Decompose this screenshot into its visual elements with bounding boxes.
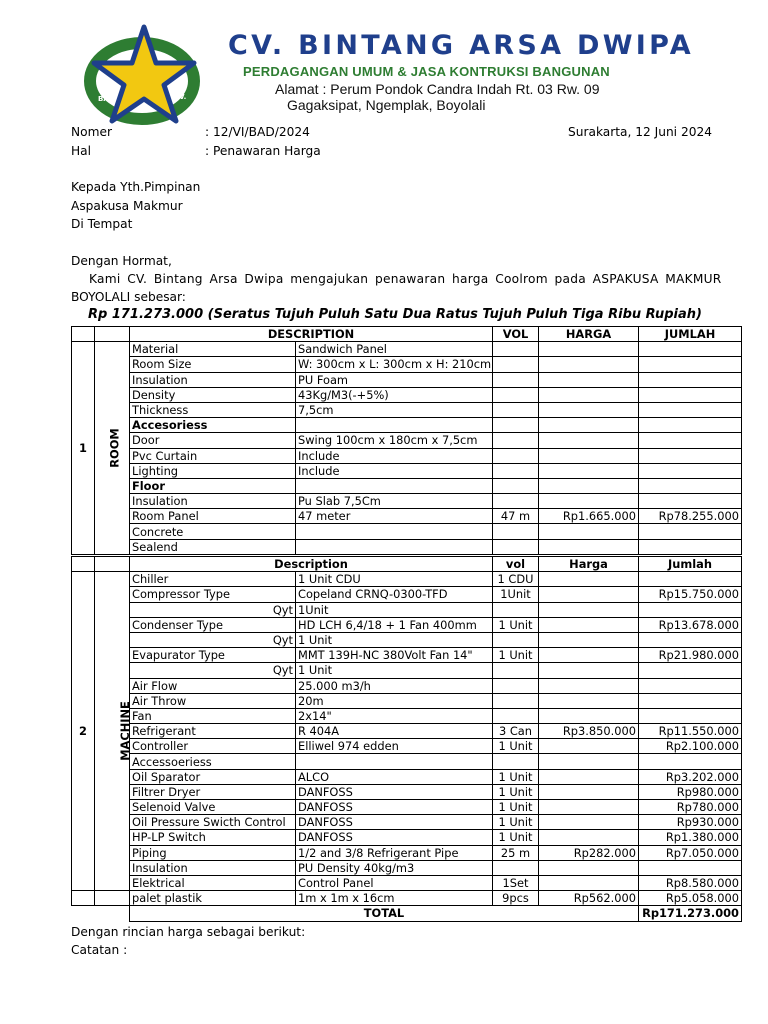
item-cell: Oil Pressure Swicth Control <box>130 815 296 830</box>
spec-cell: DANFOSS <box>296 784 493 799</box>
table-row <box>72 617 742 632</box>
extra-no-cell <box>72 891 95 906</box>
jumlah-cell: Rp780.000 <box>639 800 742 815</box>
spec-cell <box>296 754 493 769</box>
item-cell: Room Panel <box>130 509 296 524</box>
table-row <box>72 739 742 754</box>
company-address-line2: Gagaksipat, Ngemplak, Boyolali <box>287 97 486 113</box>
spec-cell: Pu Slab 7,5Cm <box>296 494 493 509</box>
spec-cell: DANFOSS <box>296 815 493 830</box>
harga-cell: Rp562.000 <box>539 891 639 906</box>
jumlah-cell: Rp13.678.000 <box>639 617 742 632</box>
greeting: Dengan Hormat, <box>71 254 172 268</box>
jumlah-cell: Rp5.058.000 <box>639 891 742 906</box>
machine-header-harga: Harga <box>539 557 639 572</box>
harga-cell <box>539 572 639 587</box>
jumlah-cell <box>639 678 742 693</box>
recipient-line3: Di Tempat <box>71 217 133 231</box>
vol-cell <box>493 463 539 478</box>
room-no-header <box>72 327 95 342</box>
vol-cell: 1 Unit <box>493 784 539 799</box>
harga-cell <box>539 648 639 663</box>
spec-cell: Control Panel <box>296 875 493 890</box>
jumlah-cell: Rp1.380.000 <box>639 830 742 845</box>
harga-cell: Rp1.665.000 <box>539 509 639 524</box>
vol-cell: 1 Unit <box>493 815 539 830</box>
vol-cell: 1 Unit <box>493 648 539 663</box>
item-cell: Refrigerant <box>130 724 296 739</box>
machine-section-label <box>95 572 130 891</box>
jumlah-cell: Rp78.255.000 <box>639 509 742 524</box>
item-cell: palet plastik <box>130 891 296 906</box>
item-cell: Filtrer Dryer <box>130 784 296 799</box>
vol-cell: 9pcs <box>493 891 539 906</box>
jumlah-cell <box>639 693 742 708</box>
table-row <box>72 418 742 433</box>
table-row <box>72 433 742 448</box>
spec-cell: Sandwich Panel <box>296 342 493 357</box>
total-row <box>72 906 742 921</box>
spec-cell: HD LCH 6,4/18 + 1 Fan 400mm <box>296 617 493 632</box>
item-cell: Fan <box>130 708 296 723</box>
item-cell: Oil Sparator <box>130 769 296 784</box>
harga-cell <box>539 617 639 632</box>
room-header-jumlah: JUMLAH <box>639 327 742 342</box>
item-cell: Selenoid Valve <box>130 800 296 815</box>
spec-cell: 1 Unit CDU <box>296 572 493 587</box>
harga-cell <box>539 539 639 554</box>
jumlah-cell <box>639 663 742 678</box>
room-header-vol: VOL <box>493 327 539 342</box>
vol-cell <box>493 402 539 417</box>
table-row <box>72 830 742 845</box>
harga-cell <box>539 494 639 509</box>
table-row <box>72 463 742 478</box>
machine-header-jumlah: Jumlah <box>639 557 742 572</box>
spec-cell: Swing 100cm x 180cm x 7,5cm <box>296 433 493 448</box>
spec-cell: PU Density 40kg/m3 <box>296 860 493 875</box>
spec-cell: 1 Unit <box>296 632 493 647</box>
vol-cell <box>493 678 539 693</box>
spec-cell: 20m <box>296 693 493 708</box>
vol-cell <box>493 342 539 357</box>
machine-number: 2 <box>72 572 95 891</box>
closing-text: Dengan rincian harga sebagai berikut: <box>71 925 306 939</box>
jumlah-cell <box>639 387 742 402</box>
jumlah-cell <box>639 632 742 647</box>
spec-cell <box>296 418 493 433</box>
item-cell: Floor <box>130 478 296 493</box>
item-cell: Lighting <box>130 463 296 478</box>
spec-cell: R 404A <box>296 724 493 739</box>
jumlah-cell: Rp3.202.000 <box>639 769 742 784</box>
jumlah-cell <box>639 418 742 433</box>
machine-header-vol: vol <box>493 557 539 572</box>
spec-cell: W: 300cm x L: 300cm x H: 210cm <box>296 357 493 372</box>
spec-cell: Copeland CRNQ-0300-TFD <box>296 587 493 602</box>
vol-cell <box>493 494 539 509</box>
vol-cell: 1 Unit <box>493 617 539 632</box>
machine-header-description: Description <box>130 557 493 572</box>
table-row <box>72 663 742 678</box>
jumlah-cell <box>639 860 742 875</box>
harga-cell <box>539 463 639 478</box>
item-cell: Evapurator Type <box>130 648 296 663</box>
spec-cell: 1m x 1m x 16cm <box>296 891 493 906</box>
item-cell: Controller <box>130 739 296 754</box>
table-row <box>72 372 742 387</box>
offer-amount: Rp 171.273.000 (Seratus Tujuh Puluh Satu Dua Ratus Tujuh Puluh Tiga Ribu Rupiah) <box>88 307 702 322</box>
item-cell: Qyt <box>130 663 296 678</box>
harga-cell <box>539 875 639 890</box>
vol-cell <box>493 632 539 647</box>
vol-cell <box>493 663 539 678</box>
vol-cell <box>493 754 539 769</box>
vol-cell <box>493 387 539 402</box>
vol-cell <box>493 433 539 448</box>
table-row <box>72 815 742 830</box>
table-row <box>72 509 742 524</box>
extra-label-cell <box>95 891 130 906</box>
item-cell: Door <box>130 433 296 448</box>
jumlah-cell <box>639 539 742 554</box>
machine-no-header <box>72 557 95 572</box>
spec-cell: Elliwel 974 edden <box>296 739 493 754</box>
item-cell: Sealend <box>130 539 296 554</box>
vol-cell: 47 m <box>493 509 539 524</box>
total-blank-2 <box>95 906 130 921</box>
spec-cell: 2x14" <box>296 708 493 723</box>
room-header-description: DESCRIPTION <box>130 327 493 342</box>
harga-cell: Rp3.850.000 <box>539 724 639 739</box>
item-cell: Compressor Type <box>130 587 296 602</box>
spec-cell: DANFOSS <box>296 830 493 845</box>
harga-cell <box>539 784 639 799</box>
spec-cell: ALCO <box>296 769 493 784</box>
table-row-extra <box>72 891 742 906</box>
jumlah-cell <box>639 494 742 509</box>
table-row <box>72 572 742 587</box>
item-cell: Material <box>130 342 296 357</box>
room-header-row <box>72 327 742 342</box>
hal-value: : Penawaran Harga <box>205 144 321 158</box>
jumlah-cell <box>639 754 742 769</box>
item-cell: Air Flow <box>130 678 296 693</box>
harga-cell <box>539 602 639 617</box>
spec-cell <box>296 478 493 493</box>
item-cell: Qyt <box>130 632 296 647</box>
harga-cell <box>539 357 639 372</box>
table-row <box>72 524 742 539</box>
harga-cell <box>539 587 639 602</box>
table-row <box>72 402 742 417</box>
table-row <box>72 478 742 493</box>
item-cell: Insulation <box>130 494 296 509</box>
jumlah-cell <box>639 524 742 539</box>
jumlah-cell <box>639 402 742 417</box>
machine-table <box>71 556 742 922</box>
company-logo <box>72 25 202 125</box>
table-row <box>72 769 742 784</box>
company-address-line1: Alamat : Perum Pondok Candra Indah Rt. 03 Rw. 09 <box>275 81 600 97</box>
harga-cell: Rp282.000 <box>539 845 639 860</box>
table-row <box>72 387 742 402</box>
table-row <box>72 708 742 723</box>
item-cell: Condenser Type <box>130 617 296 632</box>
vol-cell <box>493 372 539 387</box>
harga-cell <box>539 342 639 357</box>
vol-cell <box>493 602 539 617</box>
harga-cell <box>539 372 639 387</box>
spec-cell: 43Kg/M3(-+5%) <box>296 387 493 402</box>
item-cell: Qyt <box>130 602 296 617</box>
item-cell: Piping <box>130 845 296 860</box>
jumlah-cell <box>639 463 742 478</box>
item-cell: Chiller <box>130 572 296 587</box>
spec-cell: Include <box>296 448 493 463</box>
item-cell: Accesoriess <box>130 418 296 433</box>
spec-cell: 25.000 m3/h <box>296 678 493 693</box>
table-row <box>72 648 742 663</box>
table-row <box>72 845 742 860</box>
room-header-harga: HARGA <box>539 327 639 342</box>
item-cell: Density <box>130 387 296 402</box>
table-row <box>72 678 742 693</box>
jumlah-cell: Rp15.750.000 <box>639 587 742 602</box>
item-cell: Room Size <box>130 357 296 372</box>
note-label: Catatan : <box>71 943 128 957</box>
harga-cell <box>539 769 639 784</box>
jumlah-cell <box>639 478 742 493</box>
nomer-label: Nomer <box>71 125 112 139</box>
table-row <box>72 860 742 875</box>
vol-cell <box>493 448 539 463</box>
table-row <box>72 754 742 769</box>
item-cell: Insulation <box>130 372 296 387</box>
harga-cell <box>539 418 639 433</box>
machine-header-row <box>72 557 742 572</box>
harga-cell <box>539 387 639 402</box>
jumlah-cell <box>639 602 742 617</box>
table-row <box>72 448 742 463</box>
jumlah-cell: Rp930.000 <box>639 815 742 830</box>
vol-cell <box>493 478 539 493</box>
harga-cell <box>539 632 639 647</box>
logo-text-right: CV. <box>174 93 187 101</box>
vol-cell <box>493 860 539 875</box>
spec-cell: 47 meter <box>296 509 493 524</box>
vol-cell: 1 Unit <box>493 769 539 784</box>
item-cell: Concrete <box>130 524 296 539</box>
table-row <box>72 875 742 890</box>
vol-cell: 1Set <box>493 875 539 890</box>
jumlah-cell: Rp8.580.000 <box>639 875 742 890</box>
table-row <box>72 784 742 799</box>
harga-cell <box>539 433 639 448</box>
spec-cell: 1/2 and 3/8 Refrigerant Pipe <box>296 845 493 860</box>
table-row <box>72 587 742 602</box>
spec-cell: MMT 139H-NC 380Volt Fan 14" <box>296 648 493 663</box>
jumlah-cell <box>639 372 742 387</box>
letter-date: Surakarta, 12 Juni 2024 <box>568 125 712 139</box>
spec-cell: 1 Unit <box>296 663 493 678</box>
table-row <box>72 800 742 815</box>
room-section-label <box>95 342 130 555</box>
vol-cell: 1 Unit <box>493 800 539 815</box>
harga-cell <box>539 830 639 845</box>
jumlah-cell <box>639 342 742 357</box>
item-cell: Accessoeriess <box>130 754 296 769</box>
recipient-line2: Aspakusa Makmur <box>71 199 183 213</box>
harga-cell <box>539 678 639 693</box>
spec-cell: 1Unit <box>296 602 493 617</box>
harga-cell <box>539 524 639 539</box>
spec-cell: Include <box>296 463 493 478</box>
jumlah-cell: Rp980.000 <box>639 784 742 799</box>
jumlah-cell: Rp21.980.000 <box>639 648 742 663</box>
harga-cell <box>539 478 639 493</box>
vol-cell: 1Unit <box>493 587 539 602</box>
jumlah-cell: Rp7.050.000 <box>639 845 742 860</box>
table-row <box>72 539 742 554</box>
spec-cell: DANFOSS <box>296 800 493 815</box>
jumlah-cell <box>639 572 742 587</box>
vol-cell <box>493 708 539 723</box>
vol-cell <box>493 539 539 554</box>
jumlah-cell <box>639 433 742 448</box>
table-row <box>72 632 742 647</box>
table-row <box>72 693 742 708</box>
nomer-value: : 12/VI/BAD/2024 <box>205 125 310 139</box>
room-number: 1 <box>72 342 95 555</box>
harga-cell <box>539 754 639 769</box>
vol-cell: 3 Can <box>493 724 539 739</box>
jumlah-cell <box>639 448 742 463</box>
recipient-line1: Kepada Yth.Pimpinan <box>71 180 201 194</box>
intro-line1: Kami CV. Bintang Arsa Dwipa mengajukan penawaran harga Coolrom pada ASPAKUSA MAKMUR <box>89 272 722 286</box>
harga-cell <box>539 739 639 754</box>
item-cell: Thickness <box>130 402 296 417</box>
table-row <box>72 342 742 357</box>
vol-cell: 1 Unit <box>493 830 539 845</box>
item-cell: Insulation <box>130 860 296 875</box>
item-cell: HP-LP Switch <box>130 830 296 845</box>
jumlah-cell <box>639 357 742 372</box>
machine-label-header <box>95 557 130 572</box>
harga-cell <box>539 693 639 708</box>
vol-cell: 25 m <box>493 845 539 860</box>
vol-cell <box>493 693 539 708</box>
company-subtitle: PERDAGANGAN UMUM & JASA KONTRUKSI BANGUNAN <box>243 64 610 79</box>
harga-cell <box>539 402 639 417</box>
spec-cell: 7,5cm <box>296 402 493 417</box>
item-cell: Pvc Curtain <box>130 448 296 463</box>
harga-cell <box>539 815 639 830</box>
room-label-header <box>95 327 130 342</box>
total-label: TOTAL <box>130 906 639 921</box>
jumlah-cell: Rp11.550.000 <box>639 724 742 739</box>
machine-section-label-text: MACHINE <box>117 701 132 761</box>
vol-cell <box>493 524 539 539</box>
total-blank-1 <box>72 906 95 921</box>
item-cell: Elektrical <box>130 875 296 890</box>
table-row <box>72 602 742 617</box>
vol-cell: 1 CDU <box>493 572 539 587</box>
room-section-label-text: ROOM <box>107 428 122 468</box>
jumlah-cell: Rp2.100.000 <box>639 739 742 754</box>
spec-cell <box>296 524 493 539</box>
room-table <box>71 326 742 555</box>
intro-line2: BOYOLALI sebesar: <box>71 290 186 304</box>
vol-cell <box>493 357 539 372</box>
vol-cell: 1 Unit <box>493 739 539 754</box>
total-value: Rp171.273.000 <box>639 906 742 921</box>
table-row <box>72 357 742 372</box>
harga-cell <box>539 708 639 723</box>
spec-cell <box>296 539 493 554</box>
logo-text-left: BAD <box>98 95 115 103</box>
harga-cell <box>539 448 639 463</box>
item-cell: Air Throw <box>130 693 296 708</box>
table-row <box>72 724 742 739</box>
harga-cell <box>539 860 639 875</box>
spec-cell: PU Foam <box>296 372 493 387</box>
harga-cell <box>539 663 639 678</box>
harga-cell <box>539 800 639 815</box>
hal-label: Hal <box>71 144 92 158</box>
company-name: CV. BINTANG ARSA DWIPA <box>228 30 694 61</box>
jumlah-cell <box>639 708 742 723</box>
vol-cell <box>493 418 539 433</box>
table-row <box>72 494 742 509</box>
